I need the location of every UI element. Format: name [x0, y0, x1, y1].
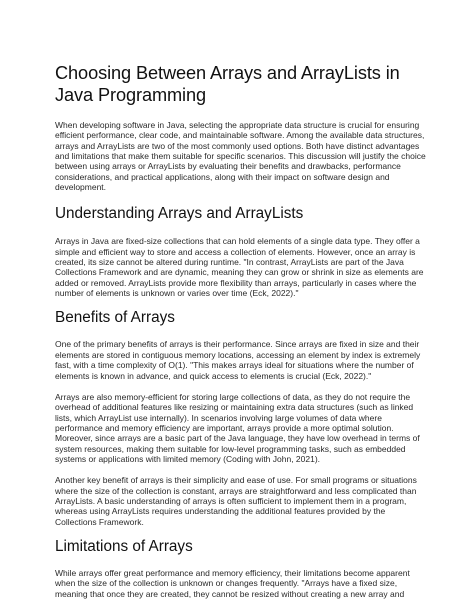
section-paragraph: While arrays offer great performance and memory efficiency, their limitations become apparent when the size of the collection is unknown or changes frequently. "Arrays have a fixed size, meaning that once they are created, they cannot be resized without creating a new array and — [55, 567, 410, 599]
section-limitations — [55, 538, 427, 599]
section-paragraph: One of the primary benefits of arrays is their performance. Since arrays are fixed in size and their elements are stored in contiguous memory locations, accessing an element by index is extremely fast, with a time complexity of O(1). "This makes arrays ideal for situations where the number of elements is known in advance, and quick access to elements is crucial (Eck, 2022)." — [55, 339, 421, 381]
section-benefits — [55, 309, 427, 527]
section-paragraph: Arrays in Java are fixed-size collections that can hold elements of a single data type. They offer a simple and efficient way to store and access a collection of elements. However, once an array is created, its size cannot be altered during runtime. "In contrast, ArrayLists are part of the Java Collections Framework and are dynamic, meaning they can grow or shrink in size as elements are added or removed. ArrayLists provide more flexibility than arrays, particularly in cases where the number of elements is unknown or varies over time (Eck, 2022)." — [55, 236, 424, 299]
section-heading: Benefits of Arrays — [55, 309, 175, 327]
document-title: Choosing Between Arrays and ArrayLists in Java Programming — [55, 63, 400, 105]
section-paragraph: Arrays are also memory-efficient for storing large collections of data, as they do not require the overhead of additional features like resizing or maintaining extra data structures (such as linked lists, which ArrayList use internally). In scenarios involving large volumes of data where performance and memory efficiency are important, arrays provide a more optimal solution. Moreover, since arrays are a basic part of the Java language, they have low overhead in terms of system resources, making them suitable for low-level programming tasks, such as embedded systems or applications with limited memory (Coding with John, 2021). — [55, 391, 420, 464]
section-paragraph: Another key benefit of arrays is their simplicity and ease of use. For small programs or situations where the size of the collection is constant, arrays are straightforward and less complicated than ArrayLists. A basic understanding of arrays is often sufficient to implement them in a program, whereas using ArrayLists requires understanding the additional features provided by the Collections Framework. — [55, 475, 417, 527]
intro-paragraph: When developing software in Java, selecting the appropriate data structure is crucial for ensuring efficient performance, clear code, and maintainable software. Among the available data structures, arrays and ArrayLists are two of the most commonly used options. Both have distinct advantages and limitations that make them suitable for specific scenarios. This discussion will justify the choice between using arrays or ArrayLists by evaluating their benefits and drawbacks, performance considerations, and practical applications, along with their impact on software design and development. — [55, 120, 426, 193]
section-understanding — [55, 205, 427, 298]
section-heading: Limitations of Arrays — [55, 537, 193, 555]
section-heading: Understanding Arrays and ArrayLists — [55, 205, 304, 223]
document-page — [55, 63, 427, 610]
